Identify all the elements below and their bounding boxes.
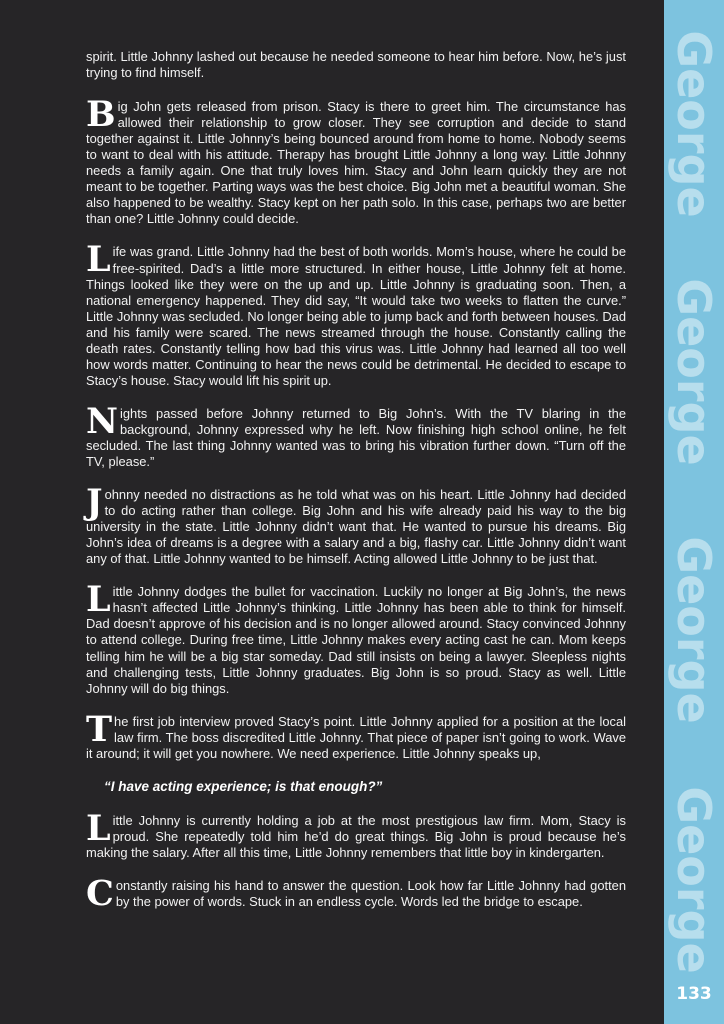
side-title-word: George xyxy=(667,30,721,218)
paragraph xyxy=(86,807,626,861)
paragraph-text: ohnny needed no distractions as he told what was on his heart. Little Johnny had decided to do acting rather than college. Big John and his wife already paid his way to the big university in the state. Little Johnny didn’t want that. He wanted to pursue his dreams. Big John’s idea of dreams is a degree with a salary and a big, flashy car. Little Johnny didn’t want any of that. Little Johnny wanted to be himself. Acting allowed Little Johnny to be just that. xyxy=(86,487,626,567)
drop-cap: T xyxy=(86,708,113,750)
side-title-word: George xyxy=(667,536,721,724)
paragraph-text: spirit. Little Johnny lashed out because he needed someone to hear him before. Now, he’s just trying to find himself. xyxy=(86,49,626,81)
side-band xyxy=(664,0,724,1024)
drop-cap: B xyxy=(86,94,116,136)
drop-cap: L xyxy=(86,239,111,281)
side-title-word: George xyxy=(667,278,721,466)
drop-cap: L xyxy=(86,807,111,849)
paragraph-text: ig John gets released from prison. Stacy is there to greet him. The circumstance has allowed their relationship to grow closer. They see corruption and decide to stand together against it. Little Johnny’s being bounced around from home to home. Nobody seems to want to deal with his attitude. Therapy has brought Little Johnny a long way. Little Johnny needs a family again. One that truly loves him. Stacy and John learn quickly they are not meant to be together. Parting ways was the best choice. Big John met a beautiful woman. She also happened to be wealthy. Stacy kept on her path solo. In this case, perhaps two are better than one? Little Johnny could decide. xyxy=(86,99,626,227)
pull-quote: “I have acting experience; is that enough?” xyxy=(104,778,383,794)
side-title-word: George xyxy=(667,786,721,974)
paragraph xyxy=(86,94,626,227)
paragraph xyxy=(86,872,626,914)
paragraph xyxy=(86,579,626,696)
paragraph xyxy=(86,239,626,388)
paragraph-text: ittle Johnny is currently holding a job at the most prestigious law firm. Mom, Stacy is proud. She repeatedly told him he’d do great things. Big John is proud because he’s making the salary. After all this time, Little Johnny remembers that little boy in kindergarten. xyxy=(86,812,626,860)
story-text xyxy=(86,49,626,927)
page-number: 133 xyxy=(676,984,712,1004)
paragraph-text: he first job interview proved Stacy’s point. Little Johnny applied for a position at the local law firm. The boss discredited Little Johnny. That piece of paper isn’t going to work. Wave it around; it will get you nowhere. We need experience. Little Johnny speaks up, xyxy=(86,713,626,761)
paragraph xyxy=(86,400,626,470)
paragraph-text: ittle Johnny dodges the bullet for vaccination. Luckily no longer at Big John’s, the news hasn’t affected Little Johnny’s thinking. Little Johnny has been able to think for himself. Dad doesn’t approve of his decision and is no longer allowed around. Stacy convinced Johnny to attend college. During free time, Little Johnny makes every acting cast he can. Mom keeps telling him he will be a big star someday. Dad still insists on being a lawyer. Sleepless nights and challenging tests, Little Johnny graduates. Big John is so proud. Stacy as well. Little Johnny will do big things. xyxy=(86,584,626,696)
drop-cap: L xyxy=(86,579,111,621)
paragraph xyxy=(86,482,626,567)
paragraph-text: ights passed before Johnny returned to Big John’s. With the TV blaring in the background, Johnny expressed why he left. Now finishing high school online, he felt secluded. The last thing Johnny wanted was to bring his vibration further down. “Turn off the TV, please.” xyxy=(86,405,626,470)
paragraph-text: ife was grand. Little Johnny had the best of both worlds. Mom’s house, where he could be free-spirited. Dad’s a little more structured. In either house, Little Johnny felt at home. Things looked like they were on the up and up. Little Johnny is graduating soon. Then, a national emergency happened. They did say, “It would take two weeks to flatten the curve.” Little Johnny was secluded. No longer being able to jump back and forth between houses. Dad and his family were scared. The news streamed through the house. Constantly calling the death rates. Constantly telling how bad this virus was. Little Johnny had learned all too well how words matter. Continuing to hear the news could be detrimental. He decided to escape to Stacy’s house. Stacy would lift his spirit up. xyxy=(86,244,626,388)
paragraph xyxy=(86,708,626,762)
paragraph-text: onstantly raising his hand to answer the question. Look how far Little Johnny had gotten by the power of words. Stuck in an endless cycle. Words led the bridge to escape. xyxy=(115,877,626,910)
drop-cap: C xyxy=(86,872,114,914)
paragraph xyxy=(86,49,626,81)
drop-cap: J xyxy=(86,482,103,524)
drop-cap: N xyxy=(86,400,118,442)
